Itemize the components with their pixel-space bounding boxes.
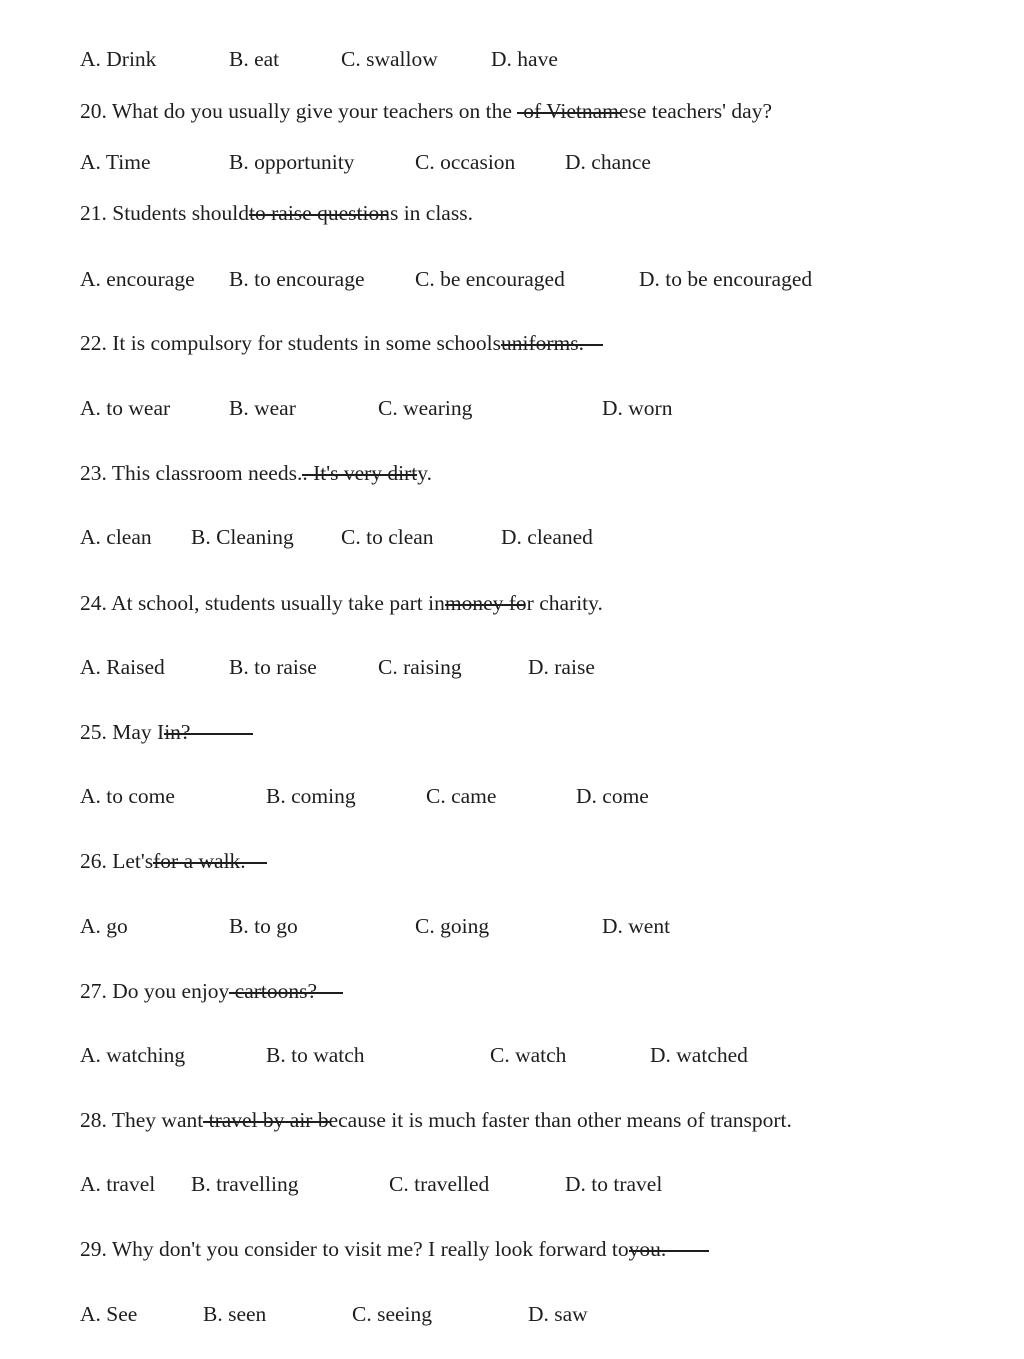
option-c: C. travelled [389,1172,490,1196]
answer-blank [164,717,253,735]
option-d: D. cleaned [501,525,593,549]
question-text: 27. Do you enjoy cartoons? [80,976,317,1006]
option-d: D. to travel [565,1172,663,1196]
option-d: D. chance [565,150,651,174]
question-text: 22. It is compulsory for students in some schools uniforms. [80,328,584,358]
question-text: 29. Why don't you consider to visit me? I really look forward to you. [80,1234,666,1264]
option-a: A. Drink [80,47,157,71]
answer-blank [302,458,417,476]
option-c: C. be encouraged [415,267,565,291]
option-b: B. eat [229,47,280,71]
option-a: A. to wear [80,396,171,420]
option-b: B. to raise [229,655,317,679]
option-a: A. Time [80,150,151,174]
option-c: C. came [426,784,497,808]
option-a: A. travel [80,1172,156,1196]
question-text: 24. At school, students usually take part in money for charity. [80,588,603,618]
option-d: D. come [576,784,649,808]
option-c: C. seeing [352,1302,433,1326]
option-d: D. worn [602,396,673,420]
answer-blank [249,198,387,216]
question-text: 26. Let's for a walk. [80,846,246,876]
question-text: 23. This classroom needs. . It's very dirty. [80,458,432,488]
option-d: D. saw [528,1302,588,1326]
option-c: C. watch [490,1043,567,1067]
option-b: B. coming [266,784,356,808]
option-a: A. go [80,914,128,938]
option-c: C. occasion [415,150,516,174]
option-d: D. to be encouraged [639,267,813,291]
answer-blank [153,846,267,864]
question-text: 20. What do you usually give your teachers on the of Vietnamese teachers' day? [80,96,772,126]
question-text: 25. May I in? [80,717,190,747]
option-c: C. swallow [341,47,438,71]
option-a: A. to come [80,784,175,808]
answer-blank [445,588,525,606]
option-a: A. Raised [80,655,165,679]
option-c: C. wearing [378,396,473,420]
answer-blank [501,328,603,346]
option-b: B. seen [203,1302,267,1326]
option-d: D. have [491,47,558,71]
option-d: D. went [602,914,671,938]
option-b: B. travelling [191,1172,299,1196]
option-c: C. going [415,914,490,938]
option-b: B. Cleaning [191,525,294,549]
option-a: A. clean [80,525,152,549]
answer-blank [229,976,343,994]
option-b: B. to watch [266,1043,365,1067]
answer-blank [517,96,620,114]
question-text: 21. Students should to raise questions in class. [80,198,473,228]
option-b: B. to encourage [229,267,365,291]
option-d: D. raise [528,655,595,679]
option-c: C. raising [378,655,462,679]
question-text: 28. They want travel by air because it is much faster than other means of transport. [80,1105,792,1135]
option-b: B. wear [229,396,296,420]
option-d: D. watched [650,1043,748,1067]
answer-blank [629,1234,709,1252]
option-b: B. opportunity [229,150,355,174]
option-a: A. watching [80,1043,186,1067]
option-b: B. to go [229,914,298,938]
option-a: A. encourage [80,267,195,291]
answer-blank [203,1105,330,1123]
option-a: A. See [80,1302,138,1326]
option-c: C. to clean [341,525,434,549]
